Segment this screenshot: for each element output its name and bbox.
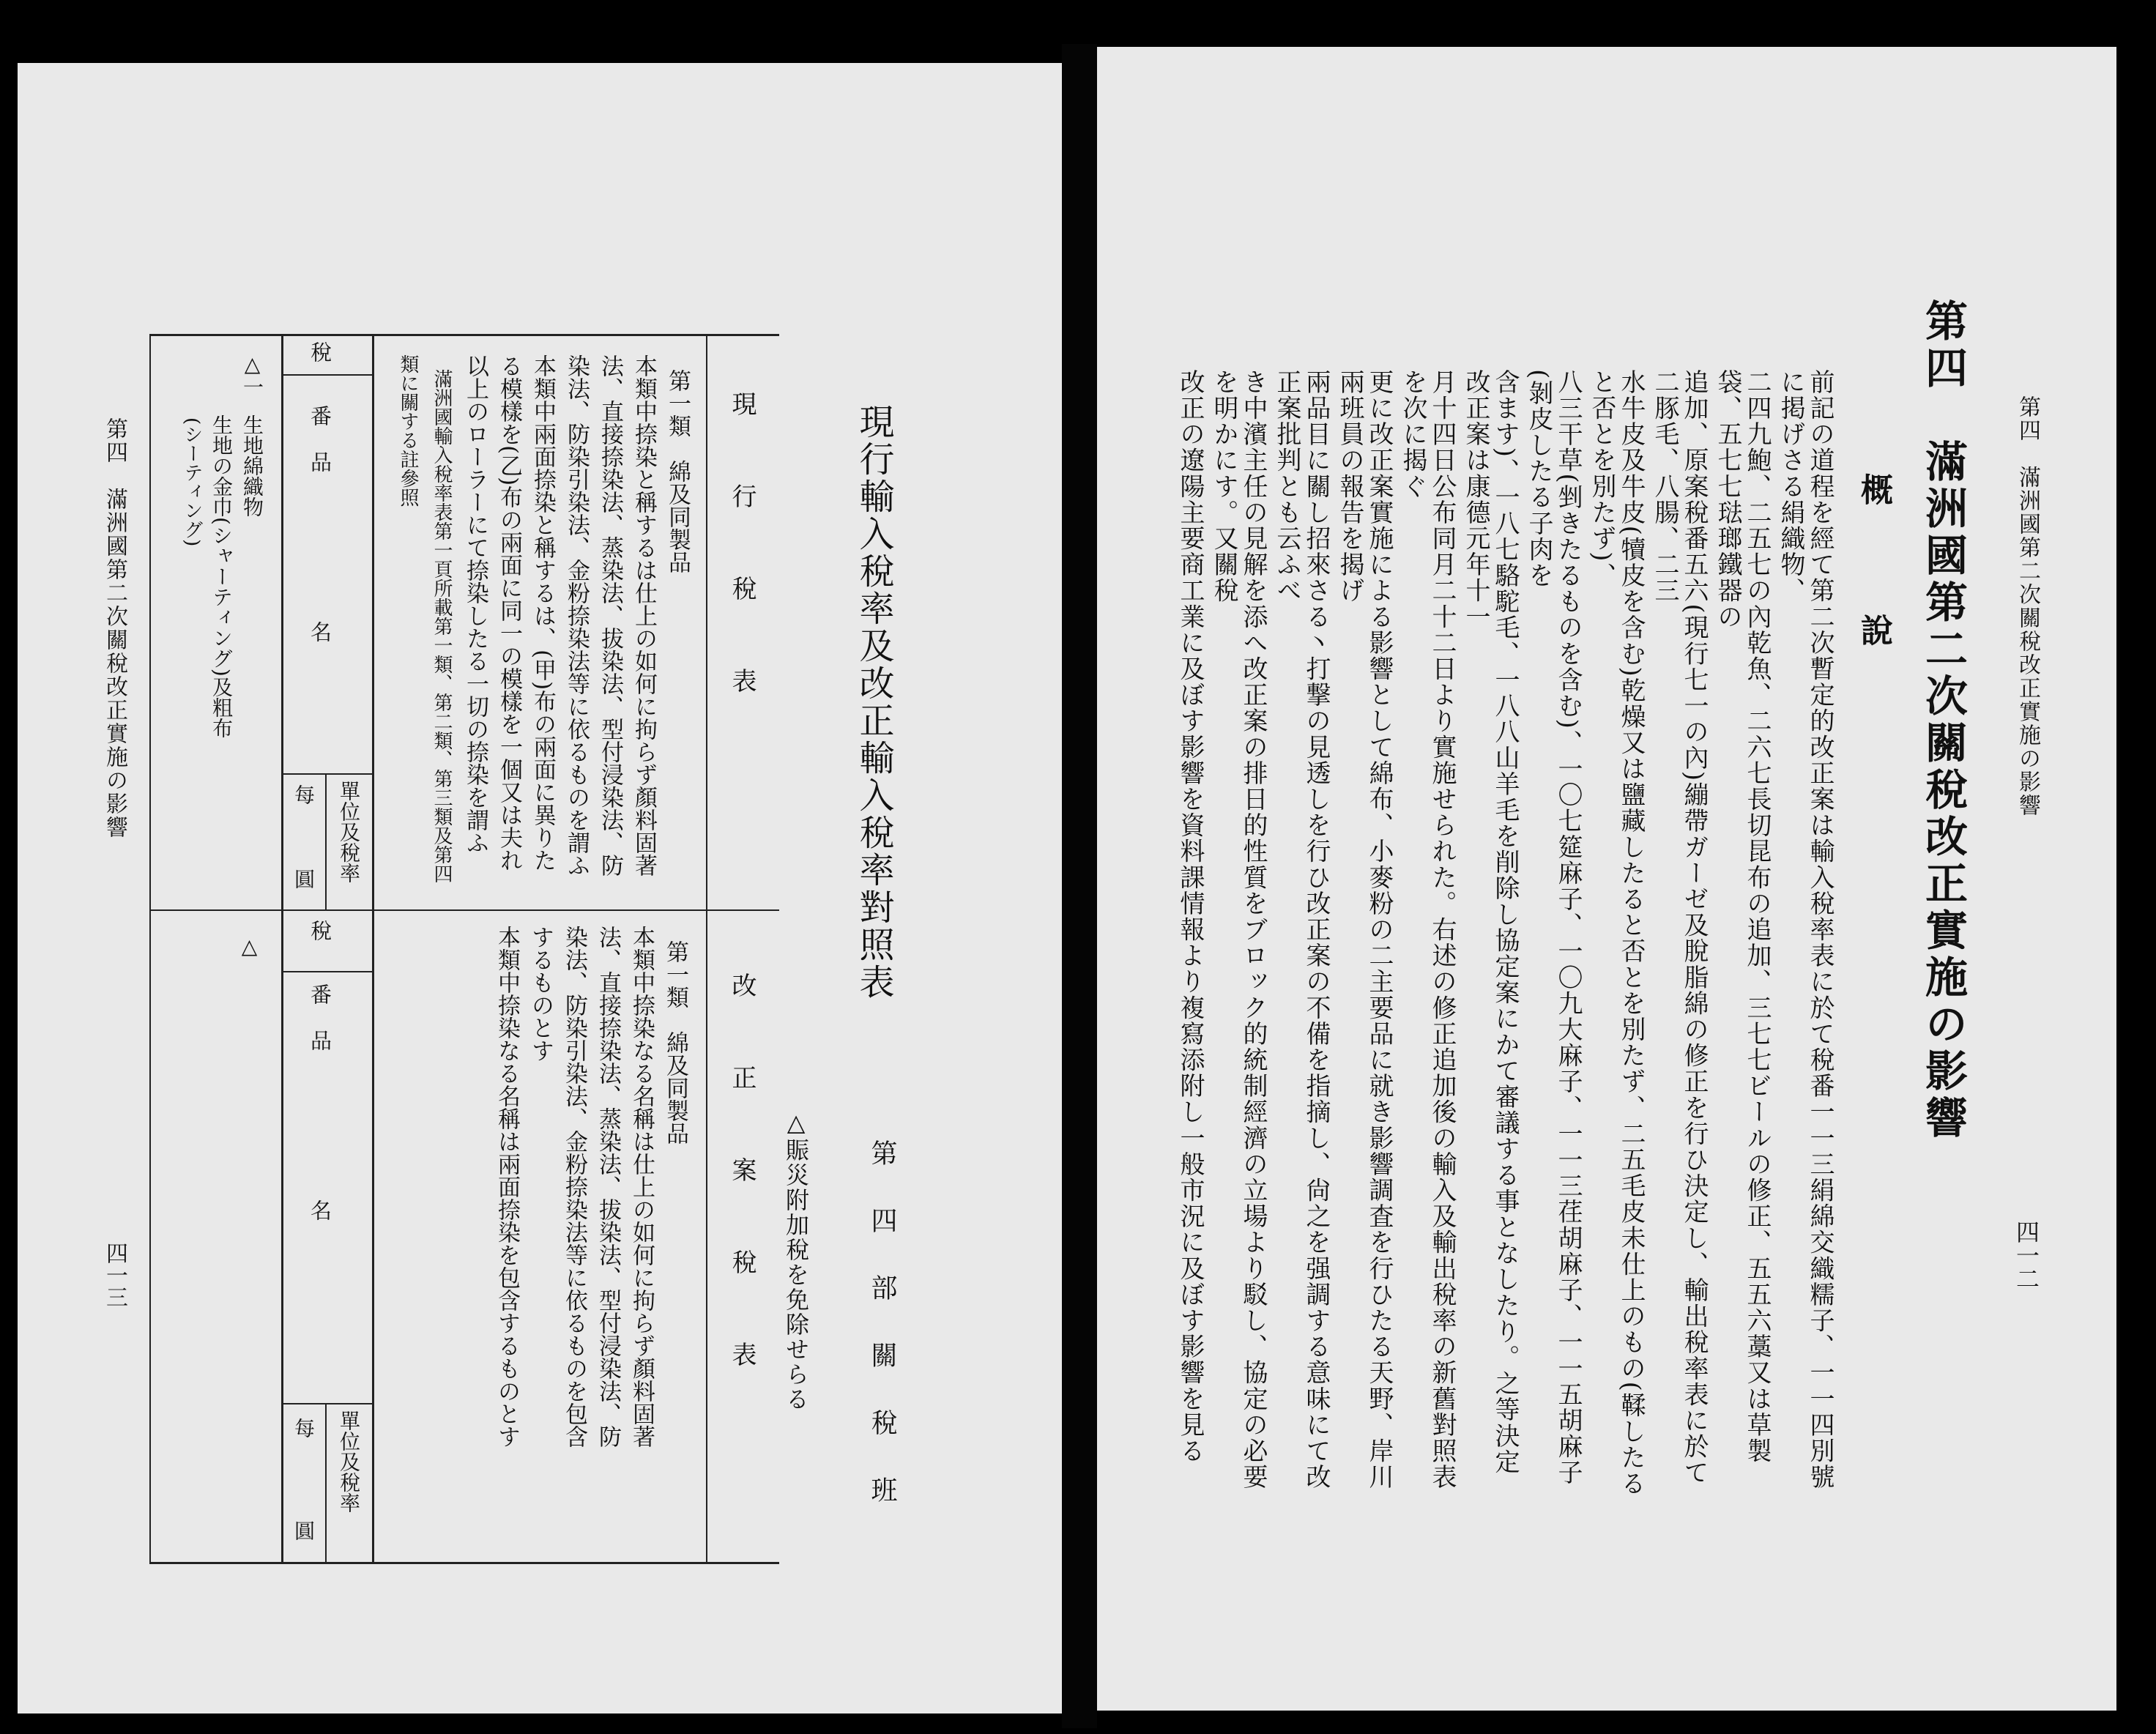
right-page — [1097, 47, 2116, 1711]
running-head: 第四 滿洲國第二次關稅改正實施の影響 — [2015, 395, 2040, 817]
table-title: 現行輸入稅率及改正輸入稅率對照表 — [853, 403, 894, 1001]
body-line: 二四九鮑、二五七の內乾魚、二六七長切昆布の追加、三七七ビールの修正、五五六藁又は草製袋、五七七琺瑯鐵器の — [1713, 369, 1772, 1465]
body-line: 八三干草(剉きたるものを含む)、一〇七筵麻子、一〇九大麻子、一一三荏胡麻子、一一五胡麻子(剝皮したる子肉を — [1524, 369, 1583, 1486]
table-border-top — [372, 334, 779, 336]
yen-label-2: 圓 — [291, 1520, 316, 1541]
book-spine — [1062, 44, 1097, 1728]
unit-rate-header: 單位及稅率 — [337, 781, 361, 883]
colhead-border-bottom — [149, 1562, 372, 1564]
item-header-2: 品 名 — [308, 1030, 332, 1221]
body-text — [1171, 369, 1835, 1497]
row-tax-number-revised: △ — [237, 934, 261, 959]
revised-line: 本類中捺染なる名稱は仕上の如何に拘らず顏料固著 — [628, 926, 655, 1448]
class-heading: 第一類 綿及同製品 — [662, 940, 688, 1145]
section-divider — [372, 909, 779, 911]
current-header: 現 行 稅 表 — [727, 391, 757, 699]
chapter-title: 第四 滿洲國第二次關稅改正實施の影響 — [1918, 299, 1968, 1142]
table-border-left — [372, 334, 374, 1564]
header-divider — [706, 334, 707, 1564]
body-line: 改正の遼陽主要商工業に及ぼす影響を資料課情報より複寫添附し一般市況に及ぼす影響を見る — [1175, 369, 1205, 1465]
current-note-line: 滿洲國輸入稅率表第一頁所載第一類、第二類、第三類及第四 — [431, 369, 453, 883]
section-title: 概 說 — [1855, 473, 1892, 661]
current-line: 本類中兩面捺染と稱するは、(甲)布の兩面に異りた — [529, 354, 556, 872]
table-inner-left — [149, 334, 151, 1564]
current-line: 本類中捺染と稱するは仕上の如何に拘らず顏料固著 — [631, 354, 657, 877]
page-number: 四一二 — [2012, 1220, 2040, 1290]
body-line: 水牛皮及牛皮(犢皮を含む)乾燥又は鹽藏したると否とを別たず、二五毛皮未仕上のもの(鞣したると否とを別たず)、 — [1587, 369, 1646, 1497]
unit-rate-header-2: 單位及稅率 — [337, 1410, 361, 1513]
body-line: き中濱主任の見解を添へ改正案の排日的性質をブロック的統制經濟の立場より駁し、協定の必要を明かにす。又關稅 — [1209, 369, 1268, 1490]
note-text: △賑災附加稅を免除せらる — [782, 1109, 810, 1412]
body-line: 追加、原案稅番五六(現行七一の內)繃帶ガーゼ及脫脂綿の修正を行ひ決定し、輸出稅率表に於て二豚毛、八腸、二三 — [1650, 369, 1709, 1486]
current-text-block — [391, 354, 694, 896]
colhead-unit-line-2 — [281, 1403, 372, 1404]
body-line: 更に改正案實施による影響として綿布、小麥粉の二主要品に就き影響調査を行ひたる天野、岸川兩班員の報告を揭げ — [1335, 369, 1394, 1490]
current-line: 以上のローラーにて捺染したる一切の捺染を謂ふ — [462, 354, 488, 854]
left-page — [18, 63, 1062, 1713]
page-number-left: 四一三 — [102, 1242, 127, 1308]
colhead-mid — [149, 909, 372, 911]
body-line: 前記の道程を經て第二次暫定的改正案は輸入稅率表に於て稅番一一三絹綿交織糯子、一一四別號に掲げさる絹織物、 — [1776, 369, 1835, 1490]
current-line: 法、直接捺染法、蒸染法、拔染法、型付浸染法、防 — [597, 354, 623, 877]
revised-line: 法、直接捺染法、蒸染法、拔染法、型付浸染法、防 — [595, 926, 621, 1448]
current-line: 染法、防染引染法、金粉捺染法等に依るものを謂ふ — [563, 354, 590, 877]
table-border-bottom — [372, 1562, 779, 1564]
row-item-paren: (シーティング) — [181, 417, 203, 547]
per-label-2: 每 — [291, 1418, 316, 1438]
per-label: 每 — [291, 784, 316, 805]
current-note-line: 類に關する註參照 — [397, 354, 419, 507]
body-line: 兩品目に關し招來さる丶打撃の見透しを行ひ改正案の不備を指摘し、尙之を强調する意味にて改正案批判とも云ふべ — [1272, 369, 1331, 1490]
revised-header: 改 正 案 稅 表 — [727, 972, 757, 1372]
unit-split-2 — [325, 1403, 327, 1562]
revised-line: するものとす — [527, 926, 554, 1062]
colhead-border-left — [281, 334, 283, 1564]
item-header: 品 名 — [308, 451, 332, 642]
body-line: 含ます)、一八七駱駝毛、一八八山羊毛を削除し協定案にかて審議する事となしたり。之等決定改正案は康德元年十一 — [1461, 369, 1520, 1476]
row-item-group: 生地綿織物 — [240, 414, 264, 517]
revised-line: 染法、防染引染法、金粉捺染法等に依るものを包含 — [561, 926, 587, 1448]
revised-text-block — [490, 926, 692, 1555]
revised-line: 本類中捺染なる名稱は兩面捺染を包含するものとす — [494, 926, 520, 1448]
tax-no-header-2: 稅 番 — [308, 920, 332, 1005]
body-line: 月十四日公布同月二十二日より實施せられた。右述の修正追加後の輸入及輸出稅率の新舊對照表を次に揭ぐ — [1398, 369, 1457, 1490]
colhead-border-top — [149, 334, 372, 336]
row-tax-number: △一 — [240, 352, 264, 397]
colhead-unit-line-1 — [281, 773, 372, 775]
unit-split-1 — [325, 773, 327, 909]
current-line: る模樣を(乙)布の兩面に同一の模樣を一個又は夫れ — [496, 354, 522, 872]
tax-no-header: 稅 番 — [308, 341, 332, 426]
footer-running-head: 第四 滿洲國第二次關稅改正實施の影響 — [102, 417, 127, 839]
yen-label: 圓 — [291, 868, 316, 889]
row-item-detail: 生地の金巾(シャーティング)及粗布 — [209, 414, 234, 738]
department-label: 第 四 部 關 稅 班 — [867, 1139, 897, 1510]
class-heading: 第一類 綿及同製品 — [664, 369, 691, 573]
